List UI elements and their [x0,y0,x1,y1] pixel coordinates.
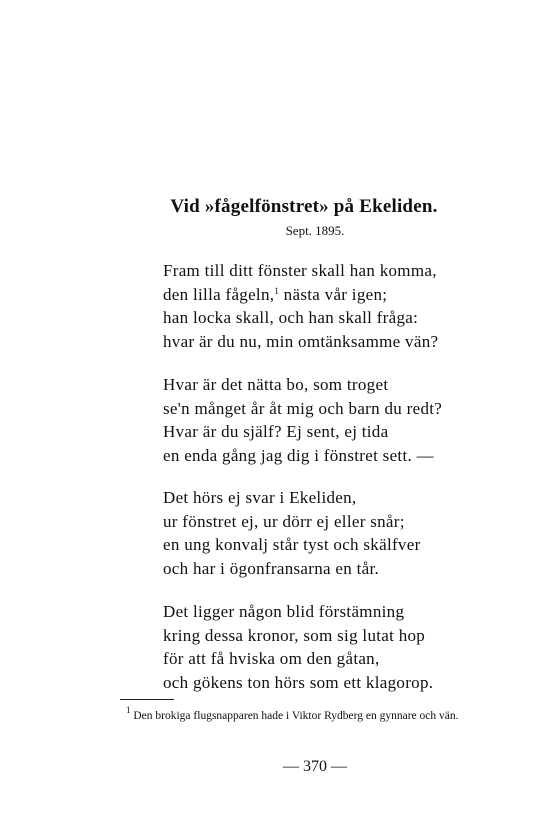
footnote [120,705,540,724]
verse-line-text: nästa vår igen; [279,284,388,304]
poem-date: Sept. 1895. [285,223,345,238]
poem-title: Vid »fågelfönstret» på Ekeliden. [170,196,438,217]
verse-line: en enda gång jag dig i fönstret sett. — [163,445,434,465]
verse-line: han locka skall, och han skall fråga: [163,308,419,327]
verse-line: hvar är du nu, min omtänksamme vän? [163,331,439,351]
footnote-rule [120,699,174,700]
stanza-4 [163,600,433,694]
verse-line: och gökens ton hörs som ett klagorop. [163,672,434,692]
verse-line: för att få hviska om den gåtan, [163,649,380,668]
footnote-marker: 1 [126,705,131,715]
verse-line: ur fönstret ej, ur dörr ej eller snår; [163,511,405,531]
verse-line: Det ligger någon blid förstämning [163,602,405,621]
verse-line-text: den lilla fågeln, [163,284,275,304]
footnote-reference: 1 [274,285,280,296]
verse-line: en ung konvalj står tyst och skälfver [163,535,421,554]
verse-line: Det hörs ej svar i Ekeliden, [163,488,357,507]
verse-line: och har i ögonfransarna en tår. [163,558,380,578]
verse-line: se'n månget år åt mig och barn du redt? [163,398,443,418]
verse-line: Hvar är du själf? Ej sent, ej tida [163,422,389,441]
stanza-3 [163,486,421,580]
verse-line: Fram till ditt fönster skall han komma, [163,261,437,280]
verse-line-with-footnote [163,283,438,307]
footnote-text: Den brokiga flugsnapparen hade i Viktor Rydberg en gynnare och vän. [130,710,459,722]
stanza-1 [163,259,438,353]
verse-line: kring dessa kronor, som sig lutat hop [163,625,426,645]
verse-line: Hvar är det nätta bo, som troget [163,375,389,394]
stanza-2 [163,373,442,467]
page-number: — 370 — [283,758,347,775]
